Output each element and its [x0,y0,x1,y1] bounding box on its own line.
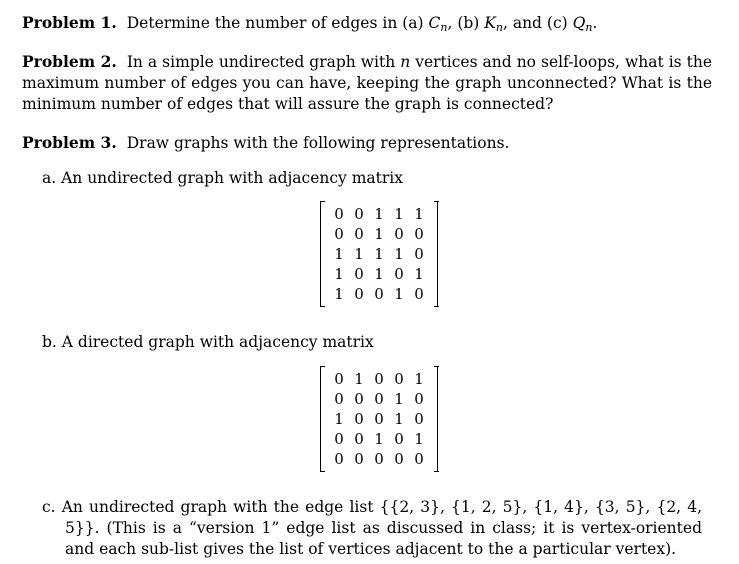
problem-1: Problem 1. Determine the number of edges in (a) $C_n$, (b) $K_n$, and (c) $Q_n$. [22,13,598,34]
matrix-cell: 1 [414,430,424,448]
matrix-cell: 0 [334,205,344,223]
problem-3-label: Problem 3. [22,133,117,152]
matrix-cell: 0 [334,390,344,408]
matrix-cell: 0 [414,285,424,303]
matrix-cell: 0 [374,450,384,468]
problem-2-label: Problem 2. [22,52,117,71]
matrix-cell: 1 [394,390,404,408]
matrix-cell: 0 [354,450,364,468]
matrix-cell: 0 [374,285,384,303]
matrix-row [329,224,429,244]
matrix-cell: 0 [374,390,384,408]
matrix-cell: 0 [334,225,344,243]
problem-1-text-c: , and (c) [502,14,573,32]
matrix-row [329,369,429,389]
problem-2-text-b: vertices and no self-loops, what is the maximum number of edges you can have, keeping the graph unconnected? What is the minimum number of edges that will assure the graph is connected? [22,53,712,113]
matrix-row [329,449,429,469]
matrix-cell: 1 [334,285,344,303]
math-n: n [400,53,411,71]
matrix-cell: 0 [414,245,424,263]
item-b: b. A directed graph with adjacency matrix [42,333,374,351]
matrix-cell: 1 [394,410,404,428]
matrix-cell: 0 [414,450,424,468]
matrix-cell: 1 [374,205,384,223]
matrix-cell: 1 [414,370,424,388]
matrix-row [329,264,429,284]
matrix-cell: 1 [334,265,344,283]
matrix-cell: 1 [374,430,384,448]
matrix-row [329,409,429,429]
matrix-cell: 1 [334,410,344,428]
matrix-cell: 1 [414,205,424,223]
matrix-cell: 0 [334,370,344,388]
matrix-cell: 0 [354,265,364,283]
matrix-cell: 1 [414,265,424,283]
problem-2 [22,51,712,115]
matrix-cell: 0 [334,450,344,468]
matrix-cell: 0 [394,430,404,448]
matrix-cell: 1 [394,245,404,263]
matrix-cell: 1 [374,225,384,243]
item-c-text: c. An undirected graph with the edge list {{2, 3}, {1, 2, 5}, {1, 4}, {3, 5}, {2, 4, 5}}. (This is a “version 1” edge list as discussed in class; it is vertex-oriented and each sub-list gives the list of vertices adjacent to the a particular vertex). [42,498,702,558]
problem-1-text-b: , (b) [447,14,485,32]
matrix-b-table [329,369,429,469]
matrix-cell: 0 [334,430,344,448]
matrix-cell: 0 [394,225,404,243]
matrix-cell: 1 [374,265,384,283]
matrix-cell: 0 [394,265,404,283]
matrix-cell: 0 [354,390,364,408]
problem-1-text-a: Determine the number of edges in (a) [126,14,429,32]
matrix-cell: 0 [354,225,364,243]
matrix-cell: 0 [394,370,404,388]
matrix-cell: 0 [414,390,424,408]
matrix-b [320,367,438,471]
matrix-row [329,389,429,409]
matrix-row [329,244,429,264]
matrix-row [329,429,429,449]
matrix-cell: 0 [354,430,364,448]
matrix-cell: 1 [354,245,364,263]
matrix-row [329,204,429,224]
matrix-cell: 1 [334,245,344,263]
math-qn: $Q_n$ [572,14,593,34]
matrix-cell: 0 [394,450,404,468]
problem-1-label: Problem 1. [22,13,117,32]
matrix-cell: 1 [354,370,364,388]
matrix-a [320,202,438,306]
math-cn: $C_n$ [428,14,448,34]
matrix-a-table [329,204,429,304]
item-a: a. An undirected graph with adjacency matrix [42,169,404,187]
problem-2-text-a: In a simple undirected graph with [126,53,401,71]
matrix-cell: 0 [374,410,384,428]
problem-3 [22,132,712,154]
matrix-cell: 0 [354,410,364,428]
matrix-cell: 0 [354,285,364,303]
matrix-cell: 0 [414,410,424,428]
matrix-cell: 1 [394,285,404,303]
matrix-cell: 1 [374,245,384,263]
problem-3-text: Draw graphs with the following representations. [126,134,510,152]
math-kn: $K_n$ [484,14,503,34]
matrix-cell: 0 [354,205,364,223]
matrix-cell: 1 [394,205,404,223]
item-c [42,497,702,560]
matrix-row [329,284,429,304]
matrix-cell: 0 [414,225,424,243]
matrix-cell: 0 [374,370,384,388]
